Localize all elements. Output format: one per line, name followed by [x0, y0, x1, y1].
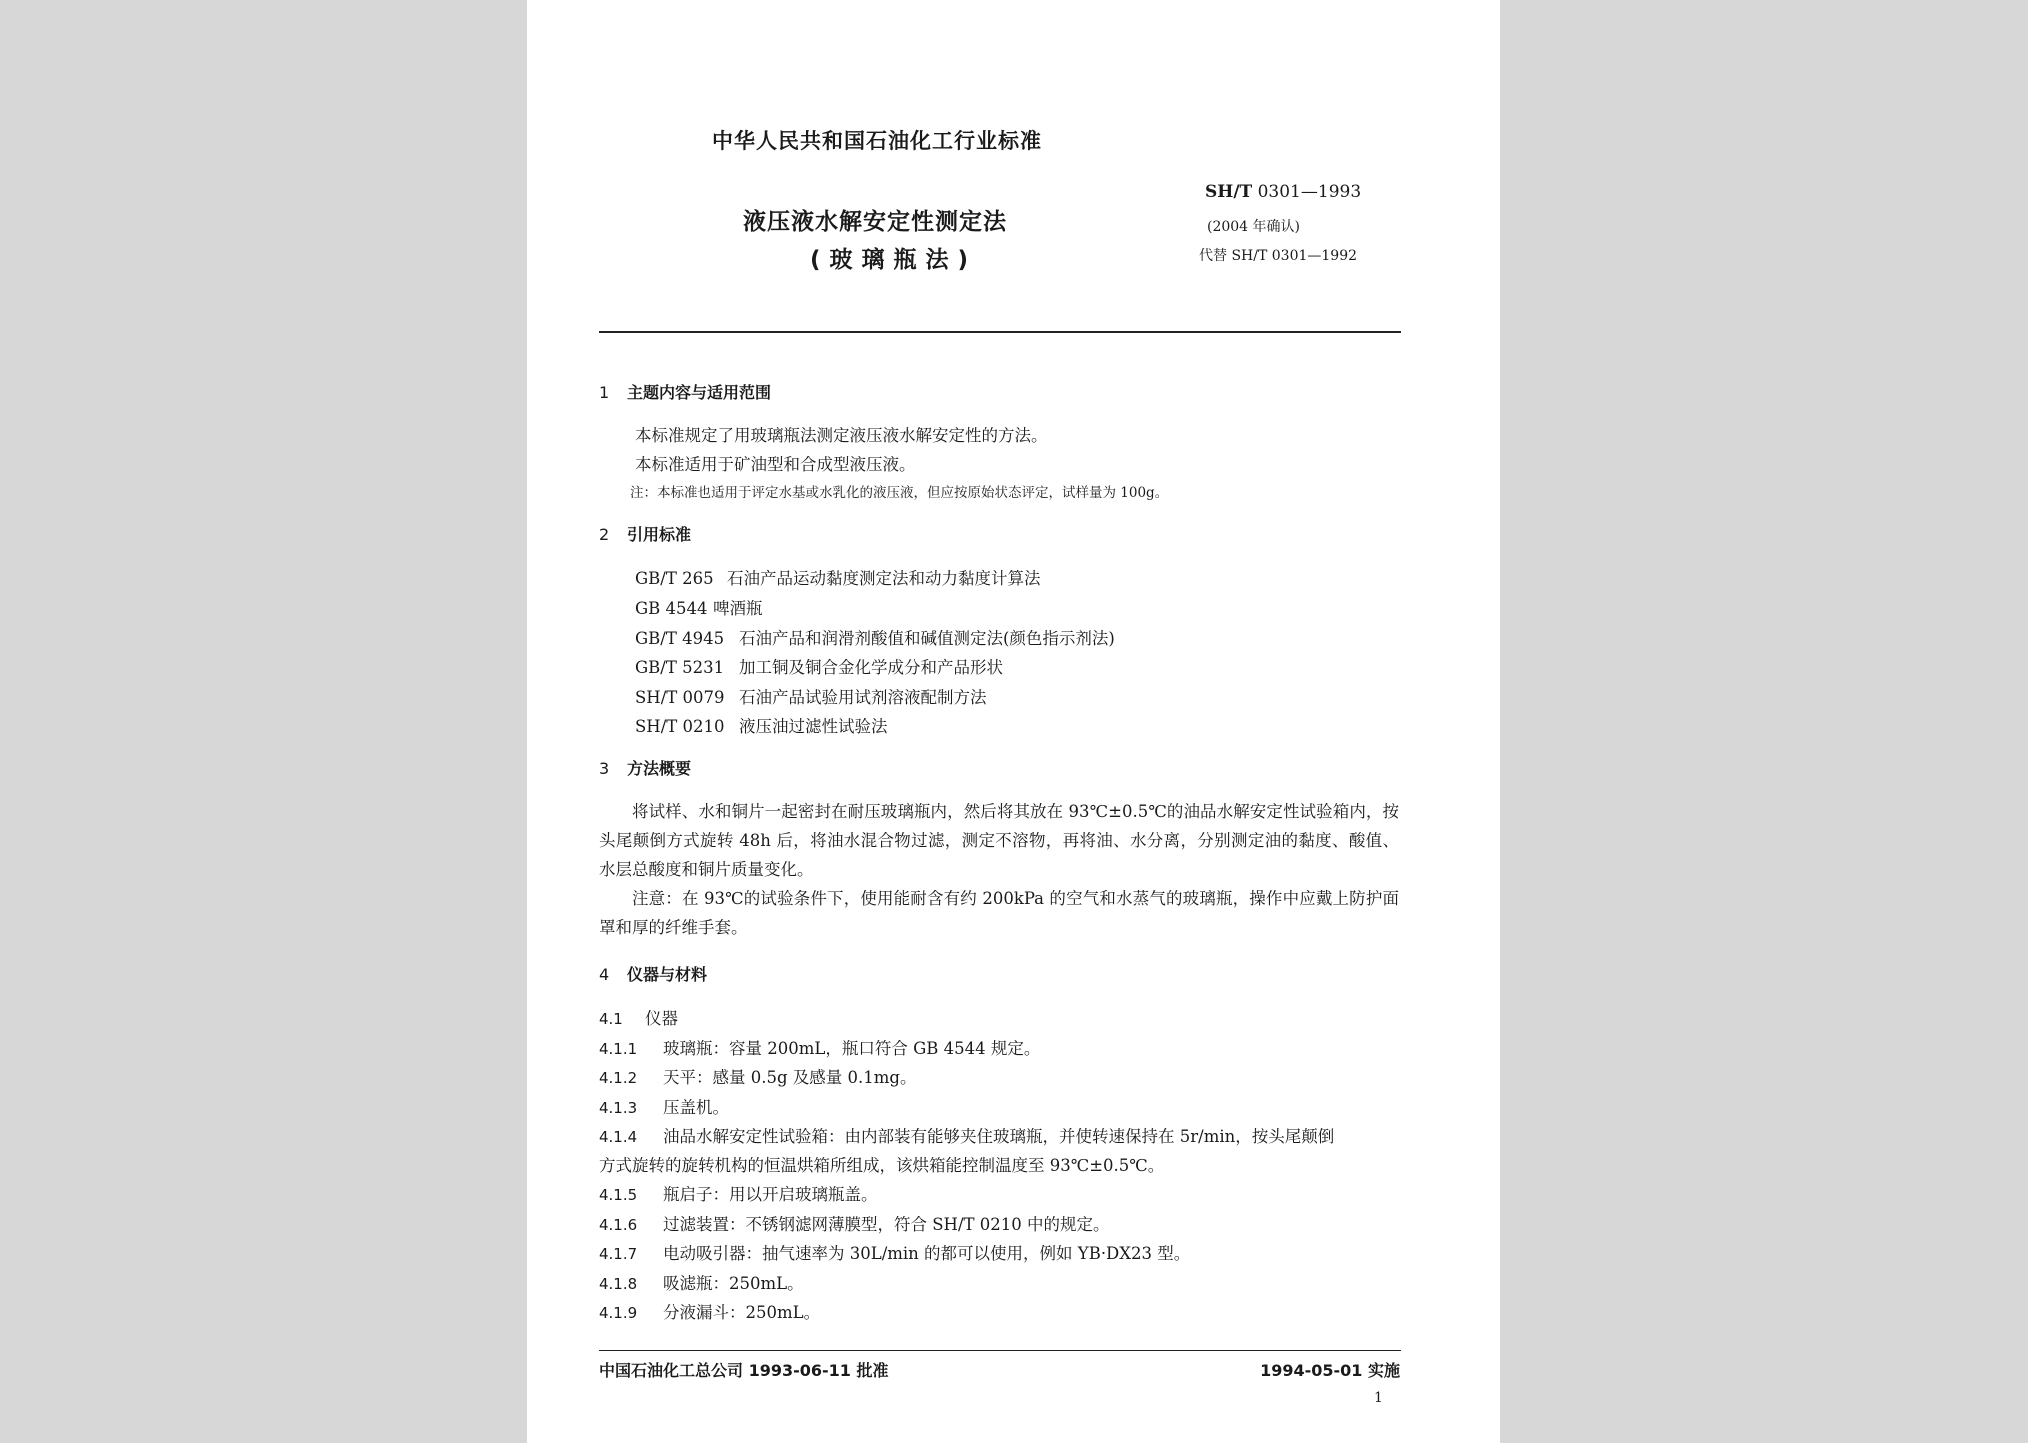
reference-item [635, 654, 1003, 678]
section-1-title: 主题内容与适用范围 [627, 383, 772, 402]
reference-code: GB/T 5231 [635, 658, 725, 677]
reference-title: 石油产品试验用试剂溶液配制方法 [739, 688, 987, 707]
reference-title: 石油产品运动黏度测定法和动力黏度计算法 [727, 569, 1041, 588]
reference-code: SH/T 0079 [635, 688, 725, 707]
reference-code: GB/T 265 [635, 569, 714, 588]
section-1-paragraph-1: 本标准规定了用玻璃瓶法测定液压液水解安定性的方法。 [635, 426, 1048, 445]
document-page [527, 0, 1500, 1443]
page-number: 1 [1374, 1390, 1383, 1406]
list-item-continuation [599, 1152, 1164, 1176]
document-subtitle: (玻璃瓶法) [810, 247, 978, 273]
item-text: 吸滤瓶：250mL。 [663, 1274, 804, 1293]
section-2-number: 2 [599, 525, 610, 544]
reference-title: 液压油过滤性试验法 [739, 717, 888, 736]
item-number: 4.1.6 [599, 1216, 638, 1234]
item-text: 油品水解安定性试验箱：由内部装有能够夹住玻璃瓶，并使转速保持在 5r/min，按头尾颠倒 [663, 1127, 1335, 1146]
reference-item [635, 595, 763, 619]
section-4-heading [599, 962, 707, 985]
section-1-note: 注：本标准也适用于评定水基或水乳化的液压液，但应按原始状态评定，试样量为 100g。 [630, 485, 1169, 501]
reference-item [635, 625, 1115, 649]
item-text: 过滤装置：不锈钢滤网薄膜型，符合 SH/T 0210 中的规定。 [663, 1215, 1110, 1234]
replaces-standard: 代替 SH/T 0301—1992 [1199, 248, 1358, 264]
item-text: 玻璃瓶：容量 200mL，瓶口符合 GB 4544 规定。 [663, 1039, 1041, 1058]
item-number: 4.1.8 [599, 1275, 638, 1293]
item-number: 4.1.3 [599, 1099, 638, 1117]
item-text: 天平：感量 0.5g 及感量 0.1mg。 [663, 1068, 917, 1087]
list-item [599, 1181, 878, 1205]
section-4-number: 4 [599, 965, 610, 984]
section-3-title: 方法概要 [627, 759, 692, 778]
implementation-date: 1994-05-01 实施 [1260, 1361, 1400, 1380]
subsection-4-1 [599, 1005, 678, 1029]
list-item [599, 1240, 1190, 1264]
item-text: 电动吸引器：抽气速率为 30L/min 的都可以使用，例如 YB·DX23 型。 [663, 1244, 1191, 1263]
list-item [599, 1123, 1334, 1147]
subsection-number: 4.1 [599, 1010, 623, 1028]
item-text: 压盖机。 [663, 1098, 729, 1117]
list-item [599, 1211, 1109, 1235]
section-1-paragraph-2: 本标准适用于矿油型和合成型液压液。 [635, 455, 916, 474]
approval-line: 中国石油化工总公司 1993-06-11 批准 [599, 1361, 889, 1380]
section-2-title: 引用标准 [627, 525, 692, 544]
item-number: 4.1.4 [599, 1128, 638, 1146]
list-item [599, 1094, 729, 1118]
footer-divider [599, 1350, 1401, 1351]
reference-title: 啤酒瓶 [713, 599, 763, 618]
list-item [599, 1064, 917, 1088]
item-number: 4.1.7 [599, 1245, 638, 1263]
reference-code: GB/T 4945 [635, 629, 725, 648]
issuing-organization: 中华人民共和国石油化工行业标准 [712, 129, 1042, 153]
section-4-title: 仪器与材料 [627, 965, 708, 984]
section-3-paragraph-2: 注意：在 93℃的试验条件下，使用能耐含有约 200kPa 的空气和水蒸气的玻璃瓶，操作中应戴上防护面罩和厚的纤维手套。 [599, 889, 1399, 937]
reference-code: GB 4544 [635, 599, 708, 618]
item-text: 瓶启子：用以开启玻璃瓶盖。 [663, 1185, 878, 1204]
standard-code-prefix: SH/T [1205, 182, 1253, 202]
reference-item [635, 684, 987, 708]
reference-code: SH/T 0210 [635, 717, 725, 736]
reference-title: 加工铜及铜合金化学成分和产品形状 [739, 658, 1003, 677]
item-text: 分液漏斗：250mL。 [663, 1303, 821, 1322]
standard-code-number: 0301—1993 [1257, 182, 1362, 202]
item-number: 4.1.9 [599, 1304, 638, 1322]
document-title: 液压液水解安定性测定法 [743, 209, 1007, 235]
section-1-number: 1 [599, 383, 610, 402]
section-2-heading [599, 522, 691, 545]
item-number: 4.1.1 [599, 1040, 638, 1058]
item-text: 方式旋转的旋转机构的恒温烘箱所组成，该烘箱能控制温度至 93℃±0.5℃。 [599, 1156, 1165, 1175]
section-3-paragraph-1: 将试样、水和铜片一起密封在耐压玻璃瓶内，然后将其放在 93℃±0.5℃的油品水解安定性试验箱内，按头尾颠倒方式旋转 48h 后，将油水混合物过滤，测定不溶物，再将油、水分离，分别测定油的黏度、酸值、水层总酸度和铜片质量变化。 [599, 802, 1399, 879]
item-number: 4.1.5 [599, 1186, 638, 1204]
section-3-heading [599, 756, 691, 779]
standard-code [1205, 182, 1361, 202]
reference-item [635, 713, 888, 737]
reference-title: 石油产品和润滑剂酸值和碱值测定法(颜色指示剂法) [739, 629, 1115, 648]
list-item [599, 1270, 804, 1294]
confirmation-year: (2004 年确认) [1207, 219, 1301, 235]
section-3-number: 3 [599, 759, 610, 778]
header-divider [599, 331, 1401, 333]
list-item [599, 1035, 1040, 1059]
section-1-heading [599, 380, 771, 403]
list-item [599, 1299, 820, 1323]
reference-item [635, 565, 1041, 589]
subsection-title: 仪器 [645, 1009, 678, 1028]
item-number: 4.1.2 [599, 1069, 638, 1087]
